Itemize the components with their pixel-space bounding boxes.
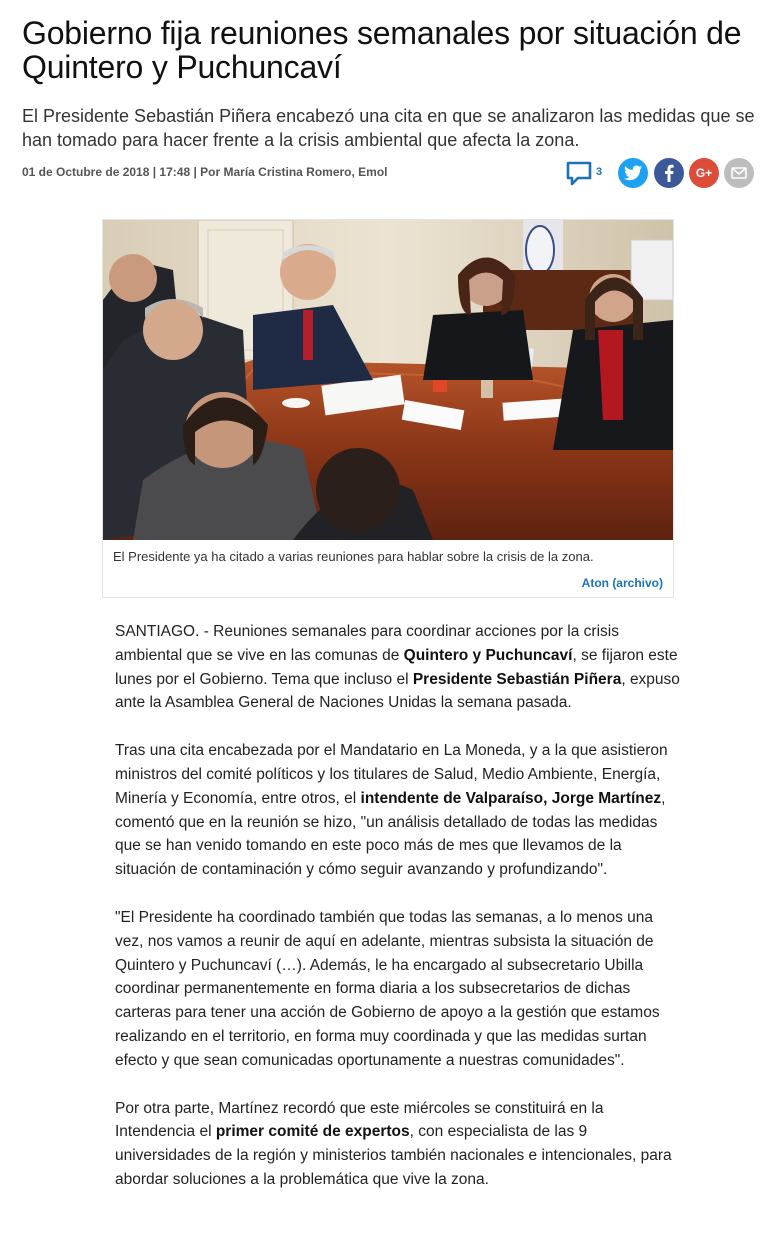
photo-credit: Aton (archivo) xyxy=(581,576,663,590)
meeting-photo xyxy=(103,220,673,540)
google-plus-icon: G+ xyxy=(695,166,713,180)
twitter-share-button[interactable] xyxy=(618,158,648,188)
text: , se fijaron este lunes por el Gobierno. Tema que incluso el xyxy=(115,646,678,688)
byline: 01 de Octubre de 2018 | 17:48 | Por María Cristina Romero, Emol xyxy=(22,165,388,179)
facebook-share-button[interactable] xyxy=(654,158,684,188)
bold-text: Quintero y Puchuncaví xyxy=(403,646,573,664)
email-share-button[interactable] xyxy=(724,158,754,188)
google-plus-share-button[interactable] xyxy=(689,158,719,188)
paragraph-3: "El Presidente ha coordinado también que todas las semanas, a lo menos una vez, nos vamos a reunir de aquí en adelante, mientras subsista la situación de Quintero y Puchuncaví (…). Además, le ha encargado al subsecretario Ubilla coordinar permanentemente en forma diaria a los subsecretarios de dichas carteras para tener una acción de Gobierno de apoyo a la gestión que estamos realizando en el territorio, en forma muy coordinada y que las medidas surtan efecto y que sean comunicadas oportunamente a nuestras comunidades". xyxy=(115,908,660,1069)
facebook-icon xyxy=(664,164,674,182)
text: SANTIAGO. - Reuniones semanales para coordinar acciones por la crisis ambiental que se vive en las comunas de xyxy=(115,623,619,664)
article-figure xyxy=(102,219,674,598)
text: Tras una cita encabezada por el Mandatario en La Moneda, y a la que asistieron ministros del comité políticos y los titulares de Salud, Medio Ambiente, Energía, Minería y Economía, entre otros, el xyxy=(115,742,668,807)
paragraph-1 xyxy=(115,620,680,715)
bold-text: primer comité de expertos xyxy=(215,1123,410,1141)
headline: Gobierno fija reuniones semanales por situación de Quintero y Puchuncaví xyxy=(22,15,742,85)
paragraph-2 xyxy=(115,739,680,882)
twitter-icon xyxy=(624,165,642,181)
subtitle: El Presidente Sebastián Piñera encabezó una cita en que se analizaron las medidas que se han tomado para hacer frente a la crisis ambiental que afecta la zona. xyxy=(22,106,755,150)
bold-text: Presidente Sebastián Piñera xyxy=(412,670,622,688)
figure-caption: El Presidente ya ha citado a varias reuniones para hablar sobre la crisis de la zona. xyxy=(113,549,594,564)
text: Por otra parte, Martínez recordó que este miércoles se constituirá en la Intendencia el xyxy=(115,1099,604,1141)
text: , expuso ante la Asamblea General de Naciones Unidas la semana pasada. xyxy=(115,670,680,712)
text: , con especialista de las 9 universidades de la región y ministerios también nacionales e intencionales, para abordar soluciones a la problemática que vive la zona. xyxy=(115,1123,672,1188)
email-icon xyxy=(731,167,747,179)
paragraph-4 xyxy=(115,1097,680,1192)
comments-button[interactable] xyxy=(566,160,606,188)
comment-count: 3 xyxy=(596,166,603,178)
text: , comentó que en la reunión se hizo, "un análisis detallado de todas las medidas que se han venido tomando en este poco más de mes que llevamos de la situación de contaminación y cómo seguir avanzando y profundizando". xyxy=(115,789,666,879)
comment-icon xyxy=(566,160,592,186)
bold-text: intendente de Valparaíso, Jorge Martínez xyxy=(360,789,662,807)
article-body xyxy=(115,620,680,1216)
